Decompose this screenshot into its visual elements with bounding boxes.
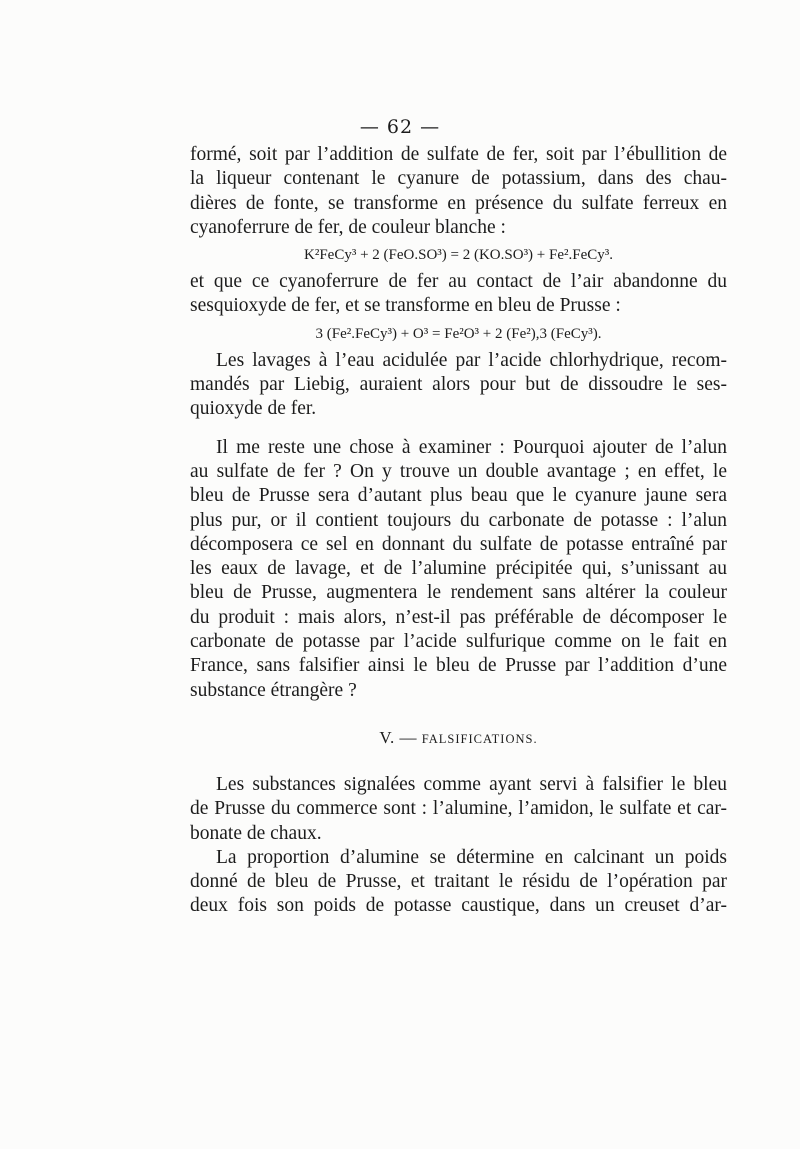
text-line: formé, soit par l’addition de sulfate de fer, soit par l’ébullition de [190, 144, 727, 165]
text-line: carbonate de potasse par l’acide sulfurique comme on le fait en [190, 631, 727, 653]
text-line: décomposera ce sel en donnant du sulfate de potasse entraîné par [190, 533, 727, 555]
text-line: donné de bleu de Prusse, et traitant le résidu de l’opération par [190, 871, 727, 893]
section-spacer [190, 703, 727, 725]
text-line: deux fois son poids de potasse caustique, dans un creuset d’ar- [190, 895, 727, 917]
text-line: sesquioxyde de fer, et se transforme en bleu de Prusse : [190, 295, 621, 317]
paragraph-6 [190, 846, 727, 919]
section-heading [190, 725, 727, 751]
text-line: mandés par Liebig, auraient alors pour but de dissoudre le ses- [190, 374, 727, 396]
text-line: bleu de Prusse sera d’autant plus beau que le cyanure jaune sera [190, 485, 727, 507]
text-line: substance étrangère ? [190, 679, 357, 701]
text-line: et que ce cyanoferrure de fer au contact de l’air abandonne du [190, 271, 727, 293]
text-line: les eaux de lavage, et de l’alumine précipitée qui, s’unissant au [190, 558, 727, 580]
text-line: Les substances signalées comme ayant servi à falsifier le bleu [216, 773, 727, 795]
page-number: — 62 — [359, 116, 441, 138]
paragraph-1 [190, 143, 727, 240]
chemical-equation-2: 3 (Fe².FeCy³) + O³ = Fe²O³ + 2 (Fe²),3 (FeCy³). [315, 325, 602, 342]
text-line: du produit : mais alors, n’est-il pas préférable de décomposer le [190, 606, 727, 628]
text-line: bonate de chaux. [190, 822, 322, 844]
paragraph-3 [190, 349, 727, 422]
text-line: dières de fonte, se transforme en présence du sulfate ferreux en [190, 192, 727, 214]
paragraph-5 [190, 773, 727, 846]
paragraph-2 [190, 270, 727, 319]
text-line: France, sans falsifier ainsi le bleu de Prusse par l’addition d’une [190, 655, 727, 677]
text-line: Il me reste une chose à examiner : Pourquoi ajouter de l’alun [216, 436, 727, 458]
text-line: plus pur, or il contient toujours du carbonate de potasse : l’alun [190, 509, 727, 531]
section-number: V. — [379, 727, 417, 747]
page-body [190, 143, 727, 919]
text-line: au sulfate de fer ? On y trouve un double avantage ; en effet, le [190, 460, 727, 482]
paragraph-4 [190, 436, 727, 703]
text-line: Les lavages à l’eau acidulée par l’acide chlorhydrique, recom- [216, 349, 727, 371]
text-line: la liqueur contenant le cyanure de potassium, dans des chau- [190, 168, 727, 190]
text-line: bleu de Prusse, augmentera le rendement sans altérer la couleur [190, 582, 727, 604]
text-line: de Prusse du commerce sont : l’alumine, l’amidon, le sulfate et car- [190, 798, 727, 820]
text-line: quioxyde de fer. [190, 398, 317, 420]
section-title: FALSIFICATIONS. [421, 731, 538, 746]
chemical-equation-1: K²FeCy³ + 2 (FeO.SO³) = 2 (KO.SO³) + Fe².FeCy³. [303, 247, 614, 264]
text-line: cyanoferrure de fer, de couleur blanche : [190, 216, 506, 238]
text-line: La proportion d’alumine se détermine en calcinant un poids [216, 846, 727, 868]
paragraph-spacer [190, 422, 727, 436]
section-spacer [190, 751, 727, 773]
